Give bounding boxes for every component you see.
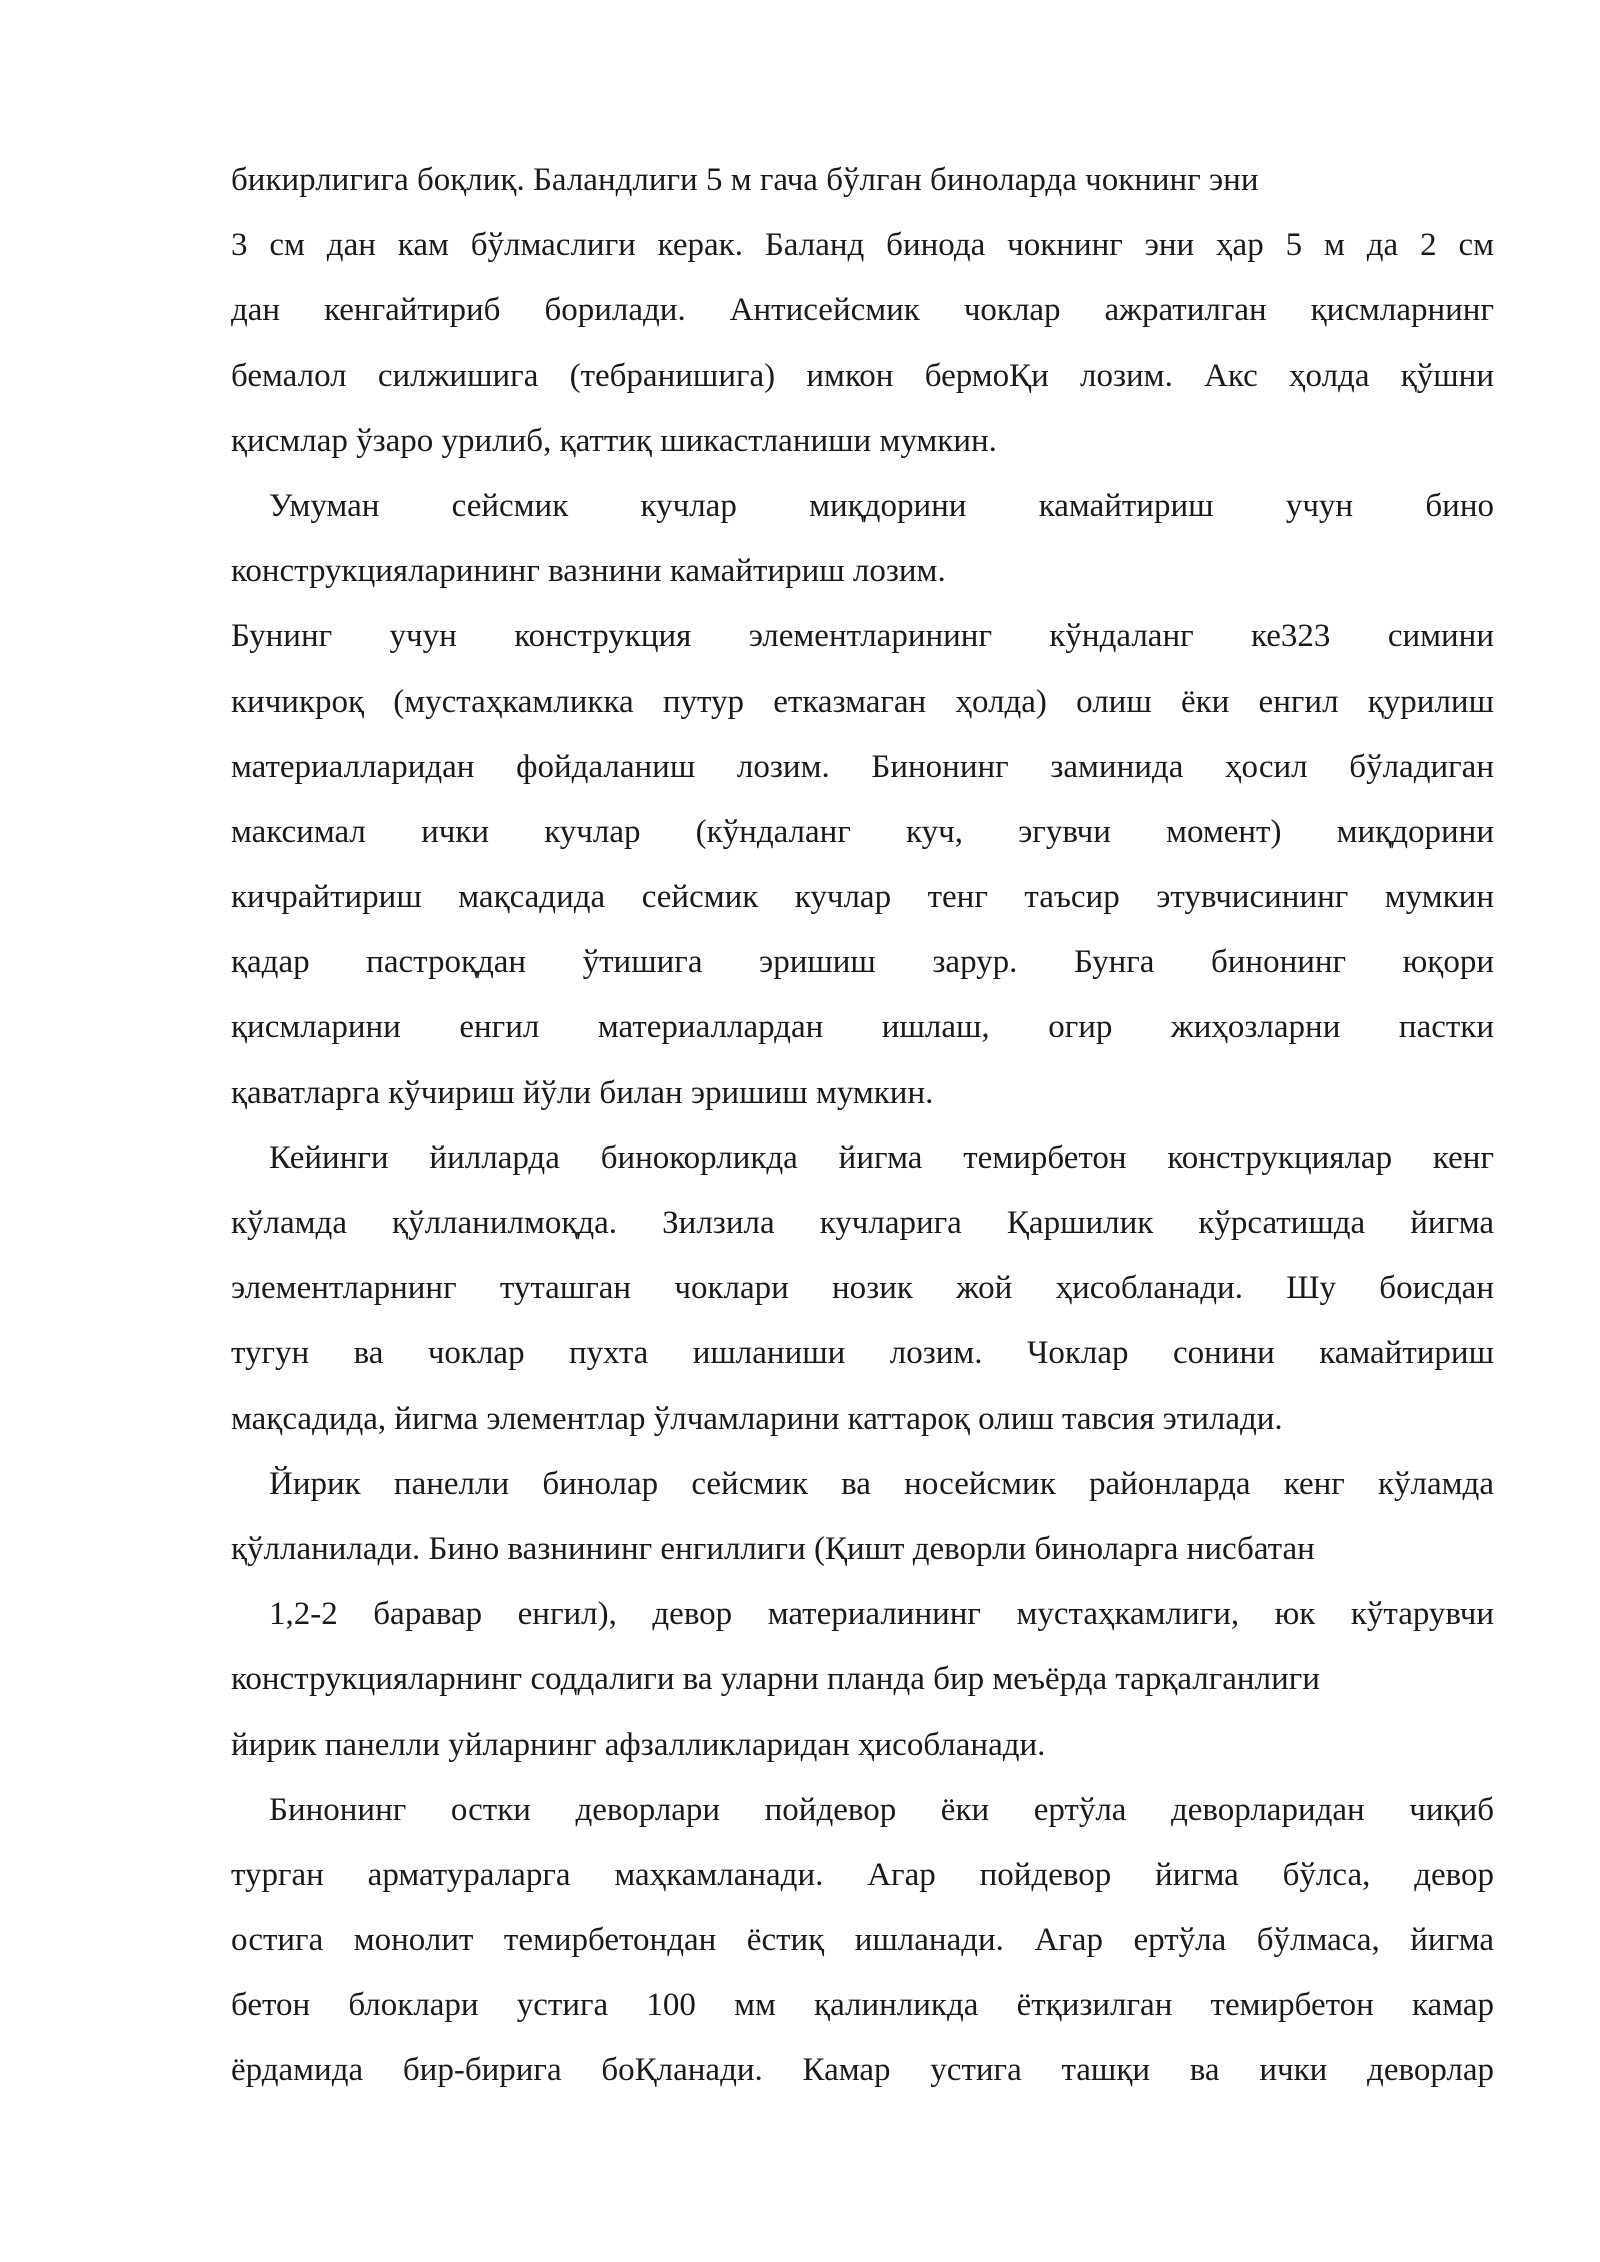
- text-line: турган арматураларга маҳкамланади. Агар пойдевор йигма бўлса, девор: [231, 1856, 1494, 1893]
- text-line: конструкцияларининг вазнини камайтириш лозим.: [231, 553, 946, 590]
- text-line: мақсадида, йигма элементлар ўлчамларини каттароқ олиш тавсия этилади.: [231, 1400, 1283, 1437]
- text-line: бемалол силжишига (тебранишига) имкон бермоҚи лозим. Акс ҳолда қўшни: [231, 357, 1494, 394]
- text-line: тугун ва чоклар пухта ишланиши лозим. Чоклар сонини камайтириш: [231, 1335, 1494, 1372]
- body-text: [231, 148, 1494, 2104]
- text-line: Кейинги йилларда бинокорликда йигма темирбетон конструкциялар кенг: [269, 1139, 1494, 1176]
- text-line: қўлланилади. Бино вазнининг енгиллиги (Қишт деворли биноларга нисбатан: [231, 1530, 1315, 1567]
- text-line: кўламда қўлланилмоқда. Зилзила кучларига Қаршилик кўрсатишда йигма: [231, 1205, 1494, 1241]
- text-line: Бинонинг остки деворлари пойдевор ёки ертўла деворларидан чиқиб: [269, 1791, 1494, 1828]
- text-line: кичрайтириш мақсадида сейсмик кучлар тенг таъсир этувчисининг мумкин: [231, 879, 1494, 916]
- text-line: максимал ички кучлар (кўндаланг куч, эгувчи момент) миқдорини: [231, 813, 1494, 850]
- text-line: остига монолит темирбетондан ёстиқ ишланади. Агар ертўла бўлмаса, йигма: [231, 1922, 1494, 1959]
- text-line: қисмларини енгил материаллардан ишлаш, огир жиҳозларни пастки: [231, 1009, 1494, 1046]
- text-line: ёрдамида бир-бирига боҚланади. Камар устига ташқи ва ички деворлар: [231, 2052, 1494, 2089]
- text-line: қаватларга кўчириш йўли билан эришиш мумкин.: [231, 1074, 934, 1111]
- text-line: 1,2-2 баравар енгил), девор материалининг мустаҳкамлиги, юк кўтарувчи: [269, 1596, 1494, 1633]
- text-line: Бунинг учун конструкция элементларининг кўндаланг ке323 симини: [231, 618, 1494, 655]
- text-line: бикирлигига боқлиқ. Баландлиги 5 м гача бўлган биноларда чокнинг эни: [231, 162, 1259, 198]
- text-line: йирик панелли уйларнинг афзалликларидан ҳисобланади.: [231, 1726, 1046, 1763]
- text-line: дан кенгайтириб борилади. Антисейсмик чоклар ажратилган қисмларнинг: [231, 292, 1494, 329]
- text-line: Йирик панелли бинолар сейсмик ва носейсмик районларда кенг кўламда: [269, 1465, 1494, 1502]
- text-line: қисмлар ўзаро урилиб, қаттиқ шикастланиши мумкин.: [231, 422, 997, 459]
- text-line: кичикроқ (мустаҳкамликка путур етказмаган ҳолда) олиш ёки енгил қурилиш: [231, 683, 1494, 720]
- text-line: бетон блоклари устига 100 мм қалинликда ётқизилган темирбетон камар: [231, 1987, 1494, 2024]
- text-line: қадар пастроқдан ўтишига эришиш зарур. Бунга бинонинг юқори: [231, 944, 1494, 981]
- text-line: конструкцияларнинг соддалиги ва уларни планда бир меъёрда тарқалганлиги: [231, 1661, 1320, 1698]
- text-line: материалларидан фойдаланиш лозим. Бинонинг заминида ҳосил бўладиган: [231, 748, 1494, 785]
- text-line: 3 см дан кам бўлмаслиги керак. Баланд бинода чокнинг эни ҳар 5 м да 2 см: [231, 227, 1494, 264]
- text-line: Умуман сейсмик кучлар миқдорини камайтириш учун бино: [269, 487, 1494, 524]
- text-line: элементларнинг туташган чоклари нозик жой ҳисобланади. Шу боисдан: [231, 1270, 1494, 1307]
